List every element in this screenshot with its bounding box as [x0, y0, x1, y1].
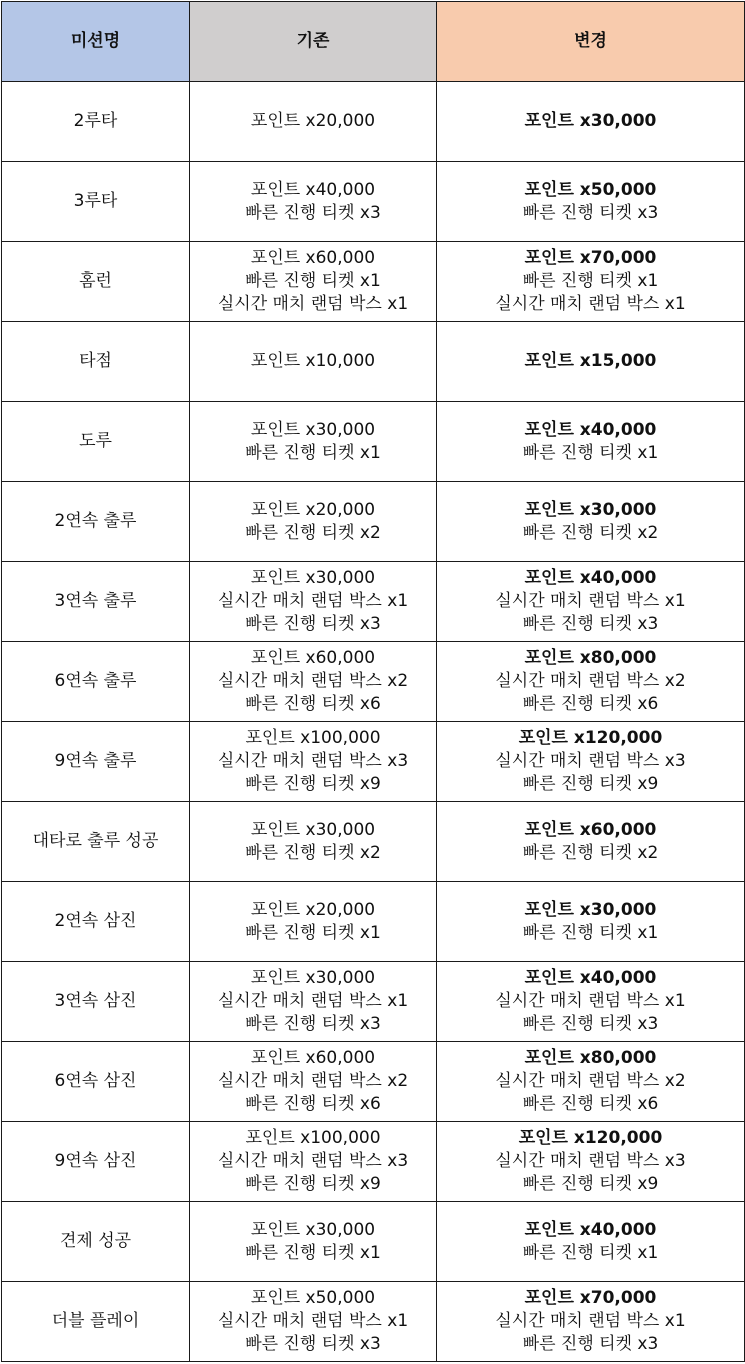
point-reward-line: 포인트 x20,000: [250, 499, 376, 520]
after-reward-cell: [437, 162, 745, 242]
point-reward-line: 포인트 x30,000: [250, 968, 376, 988]
before-reward-cell: [190, 962, 437, 1042]
point-reward-line: 포인트 x50,000: [524, 179, 657, 200]
mission-name-cell: 6연속 출루: [2, 642, 190, 722]
point-reward-line: 포인트 x30,000: [524, 111, 657, 131]
point-reward-line: 포인트 x70,000: [524, 1288, 657, 1308]
mission-name-cell: 3연속 출루: [2, 562, 190, 642]
after-reward-cell: [437, 802, 745, 882]
before-reward-cell: [190, 1042, 437, 1122]
point-reward-line: 포인트 x30,000: [524, 499, 657, 520]
before-reward-cell: [190, 722, 437, 802]
point-reward-line: 포인트 x30,000: [250, 1219, 376, 1240]
after-reward-cell: [437, 82, 745, 162]
table-row: [2, 962, 745, 1042]
point-reward-line: 포인트 x60,000: [250, 1048, 376, 1068]
table-row: [2, 802, 745, 882]
item-reward-line: 빠른 진행 티켓 x3: [522, 202, 659, 223]
mission-name-cell: 2연속 삼진: [2, 882, 190, 962]
item-reward-line: 실시간 매치 랜덤 박스 x1: [217, 294, 409, 314]
item-reward-line: 빠른 진행 티켓 x6: [522, 1094, 659, 1114]
item-reward-line: 실시간 매치 랜덤 박스 x1: [217, 1311, 409, 1331]
table-row: [2, 1122, 745, 1202]
after-reward-cell: [437, 1122, 745, 1202]
before-reward-cell: [190, 402, 437, 482]
before-reward-cell: [190, 242, 437, 322]
after-reward-cell: [437, 1202, 745, 1282]
mission-name-cell: 6연속 삼진: [2, 1042, 190, 1122]
before-reward-cell: [190, 322, 437, 402]
point-reward-line: 포인트 x120,000: [518, 1128, 663, 1148]
point-reward-line: 포인트 x100,000: [245, 1128, 381, 1148]
table-row: [2, 162, 745, 242]
mission-name-cell: 대타로 출루 성공: [2, 802, 190, 882]
item-reward-line: 빠른 진행 티켓 x2: [522, 842, 659, 863]
point-reward-line: 포인트 x60,000: [250, 248, 376, 268]
mission-name-cell: 도루: [2, 402, 190, 482]
mission-name-cell: 타점: [2, 322, 190, 402]
item-reward-line: 실시간 매치 랜덤 박스 x3: [217, 1151, 409, 1171]
after-reward-cell: [437, 402, 745, 482]
item-reward-line: 빠른 진행 티켓 x9: [245, 1174, 381, 1194]
item-reward-line: 빠른 진행 티켓 x1: [522, 922, 659, 943]
header-before: 기존: [190, 2, 437, 82]
point-reward-line: 포인트 x50,000: [250, 1288, 376, 1308]
item-reward-line: 빠른 진행 티켓 x3: [522, 614, 659, 634]
point-reward-line: 포인트 x10,000: [250, 351, 376, 371]
after-reward-cell: [437, 1042, 745, 1122]
table-row: [2, 1282, 745, 1362]
mission-name-cell: 9연속 삼진: [2, 1122, 190, 1202]
item-reward-line: 실시간 매치 랜덤 박스 x2: [495, 1071, 686, 1091]
item-reward-line: 빠른 진행 티켓 x9: [522, 774, 659, 794]
item-reward-line: 빠른 진행 티켓 x1: [245, 271, 381, 291]
point-reward-line: 포인트 x20,000: [250, 111, 376, 131]
mission-name-cell: 9연속 출루: [2, 722, 190, 802]
table-row: [2, 1202, 745, 1282]
item-reward-line: 빠른 진행 티켓 x2: [522, 522, 659, 543]
after-reward-cell: [437, 642, 745, 722]
before-reward-cell: [190, 882, 437, 962]
mission-name-cell: 2루타: [2, 82, 190, 162]
item-reward-line: 실시간 매치 랜덤 박스 x2: [217, 671, 409, 691]
table-row: [2, 882, 745, 962]
header-after: 변경: [437, 2, 745, 82]
after-reward-cell: [437, 482, 745, 562]
item-reward-line: 실시간 매치 랜덤 박스 x1: [217, 991, 409, 1011]
point-reward-line: 포인트 x40,000: [524, 419, 657, 440]
item-reward-line: 빠른 진행 티켓 x3: [245, 202, 381, 223]
item-reward-line: 빠른 진행 티켓 x3: [245, 1014, 381, 1034]
item-reward-line: 빠른 진행 티켓 x3: [245, 614, 381, 634]
after-reward-cell: [437, 1282, 745, 1362]
before-reward-cell: [190, 1282, 437, 1362]
reward-comparison-table: [1, 1, 745, 1362]
item-reward-line: 빠른 진행 티켓 x3: [522, 1334, 659, 1354]
mission-name-cell: 홈런: [2, 242, 190, 322]
point-reward-line: 포인트 x30,000: [524, 899, 657, 920]
before-reward-cell: [190, 562, 437, 642]
before-reward-cell: [190, 482, 437, 562]
before-reward-cell: [190, 1122, 437, 1202]
item-reward-line: 실시간 매치 랜덤 박스 x3: [495, 1151, 686, 1171]
point-reward-line: 포인트 x120,000: [518, 728, 663, 748]
after-reward-cell: [437, 322, 745, 402]
item-reward-line: 빠른 진행 티켓 x1: [245, 442, 381, 463]
item-reward-line: 실시간 매치 랜덤 박스 x1: [495, 591, 686, 611]
point-reward-line: 포인트 x30,000: [250, 819, 376, 840]
item-reward-line: 빠른 진행 티켓 x2: [245, 842, 381, 863]
item-reward-line: 빠른 진행 티켓 x1: [522, 1242, 659, 1263]
before-reward-cell: [190, 162, 437, 242]
item-reward-line: 실시간 매치 랜덤 박스 x3: [495, 751, 686, 771]
table-row: [2, 242, 745, 322]
mission-name-cell: 3루타: [2, 162, 190, 242]
item-reward-line: 빠른 진행 티켓 x9: [245, 774, 381, 794]
after-reward-cell: [437, 242, 745, 322]
item-reward-line: 빠른 진행 티켓 x9: [522, 1174, 659, 1194]
before-reward-cell: [190, 642, 437, 722]
after-reward-cell: [437, 882, 745, 962]
item-reward-line: 실시간 매치 랜덤 박스 x1: [217, 591, 409, 611]
item-reward-line: 빠른 진행 티켓 x6: [245, 694, 381, 714]
header-mission-name: 미션명: [2, 2, 190, 82]
item-reward-line: 빠른 진행 티켓 x6: [522, 694, 659, 714]
item-reward-line: 빠른 진행 티켓 x3: [522, 1014, 659, 1034]
item-reward-line: 실시간 매치 랜덤 박스 x2: [217, 1071, 409, 1091]
point-reward-line: 포인트 x70,000: [524, 248, 657, 268]
before-reward-cell: [190, 1202, 437, 1282]
point-reward-line: 포인트 x20,000: [250, 899, 376, 920]
after-reward-cell: [437, 722, 745, 802]
item-reward-line: 실시간 매치 랜덤 박스 x3: [217, 751, 409, 771]
mission-name-cell: 2연속 출루: [2, 482, 190, 562]
item-reward-line: 빠른 진행 티켓 x1: [245, 1242, 381, 1263]
table-row: [2, 482, 745, 562]
after-reward-cell: [437, 562, 745, 642]
point-reward-line: 포인트 x40,000: [250, 179, 376, 200]
table-header: [2, 2, 745, 82]
before-reward-cell: [190, 82, 437, 162]
table-body: [2, 82, 745, 1362]
table-row: [2, 642, 745, 722]
point-reward-line: 포인트 x80,000: [524, 648, 657, 668]
item-reward-line: 빠른 진행 티켓 x3: [245, 1334, 381, 1354]
point-reward-line: 포인트 x80,000: [524, 1048, 657, 1068]
item-reward-line: 빠른 진행 티켓 x1: [522, 442, 659, 463]
mission-name-cell: 견제 성공: [2, 1202, 190, 1282]
header-row: [2, 2, 745, 82]
item-reward-line: 실시간 매치 랜덤 박스 x1: [495, 294, 686, 314]
mission-name-cell: 더블 플레이: [2, 1282, 190, 1362]
point-reward-line: 포인트 x40,000: [524, 968, 657, 988]
item-reward-line: 빠른 진행 티켓 x6: [245, 1094, 381, 1114]
item-reward-line: 빠른 진행 티켓 x1: [245, 922, 381, 943]
point-reward-line: 포인트 x100,000: [245, 728, 381, 748]
point-reward-line: 포인트 x60,000: [250, 648, 376, 668]
item-reward-line: 실시간 매치 랜덤 박스 x1: [495, 1311, 686, 1331]
table-row: [2, 562, 745, 642]
point-reward-line: 포인트 x40,000: [524, 1219, 657, 1240]
table-row: [2, 82, 745, 162]
point-reward-line: 포인트 x30,000: [250, 568, 376, 588]
mission-name-cell: 3연속 삼진: [2, 962, 190, 1042]
point-reward-line: 포인트 x15,000: [524, 351, 657, 371]
table-row: [2, 722, 745, 802]
point-reward-line: 포인트 x30,000: [250, 419, 376, 440]
after-reward-cell: [437, 962, 745, 1042]
item-reward-line: 빠른 진행 티켓 x1: [522, 271, 659, 291]
before-reward-cell: [190, 802, 437, 882]
item-reward-line: 실시간 매치 랜덤 박스 x1: [495, 991, 686, 1011]
table-row: [2, 1042, 745, 1122]
item-reward-line: 빠른 진행 티켓 x2: [245, 522, 381, 543]
item-reward-line: 실시간 매치 랜덤 박스 x2: [495, 671, 686, 691]
table-row: [2, 322, 745, 402]
table-row: [2, 402, 745, 482]
point-reward-line: 포인트 x60,000: [524, 819, 657, 840]
point-reward-line: 포인트 x40,000: [524, 568, 657, 588]
